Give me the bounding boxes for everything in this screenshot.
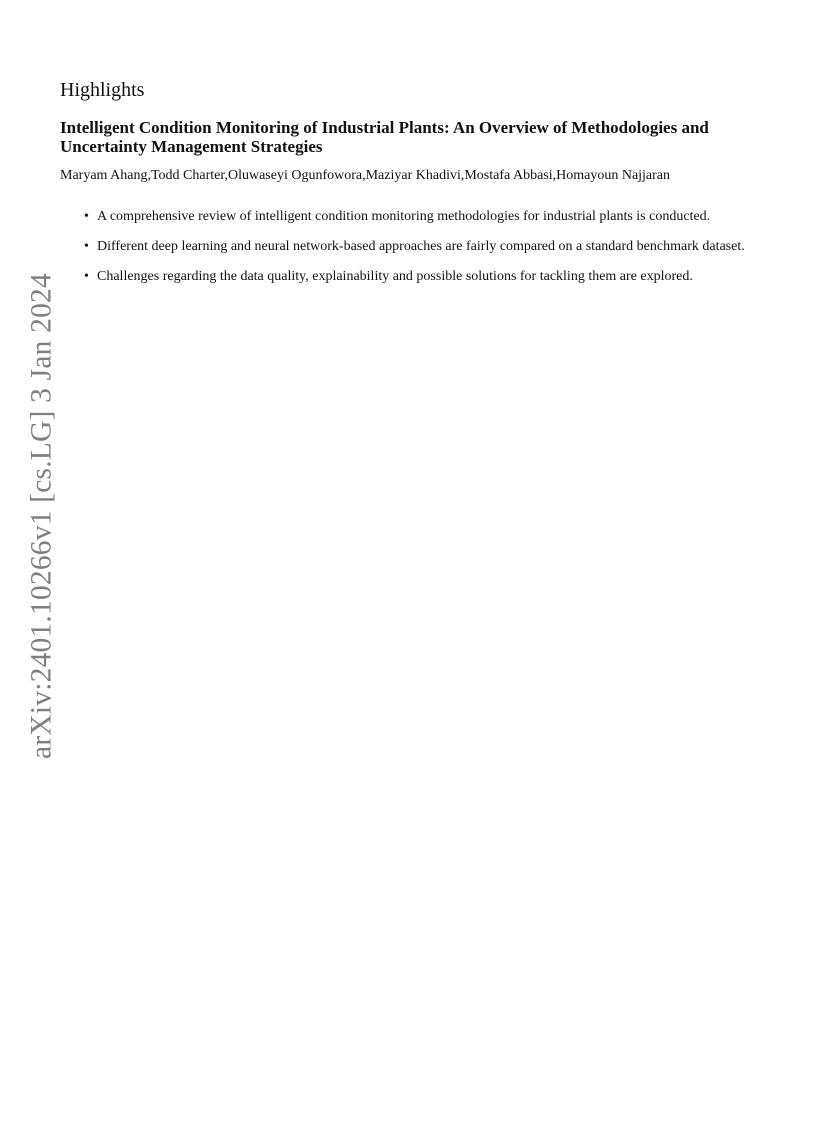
highlights-list (60, 208, 770, 286)
highlight-item (60, 238, 770, 256)
arxiv-identifier-stamp (0, 0, 58, 1130)
highlight-text: A comprehensive review of intelligent condition monitoring methodologies for industrial plants is conducted. (97, 209, 711, 224)
section-heading: Highlights (60, 79, 145, 101)
bullet-icon: • (84, 239, 89, 254)
arxiv-identifier-text: arXiv:2401.10266v1 [cs.LG] 3 Jan 2024 (25, 273, 58, 759)
highlight-item (60, 208, 770, 226)
highlight-text: Challenges regarding the data quality, explainability and possible solutions for tackling them are explored. (97, 269, 693, 284)
paper-title: Intelligent Condition Monitoring of Industrial Plants: An Overview of Methodologies and Uncertainty Management Strategies (60, 118, 709, 156)
highlight-item (60, 268, 770, 286)
author-list: Maryam Ahang,Todd Charter,Oluwaseyi Ogunfowora,Maziyar Khadivi,Mostafa Abbasi,Homayoun Najjaran (60, 168, 671, 183)
highlight-text: Different deep learning and neural network-based approaches are fairly compared on a standard benchmark dataset. (97, 239, 745, 254)
highlights-page (60, 78, 770, 298)
bullet-icon: • (84, 209, 89, 224)
bullet-icon: • (84, 269, 89, 284)
